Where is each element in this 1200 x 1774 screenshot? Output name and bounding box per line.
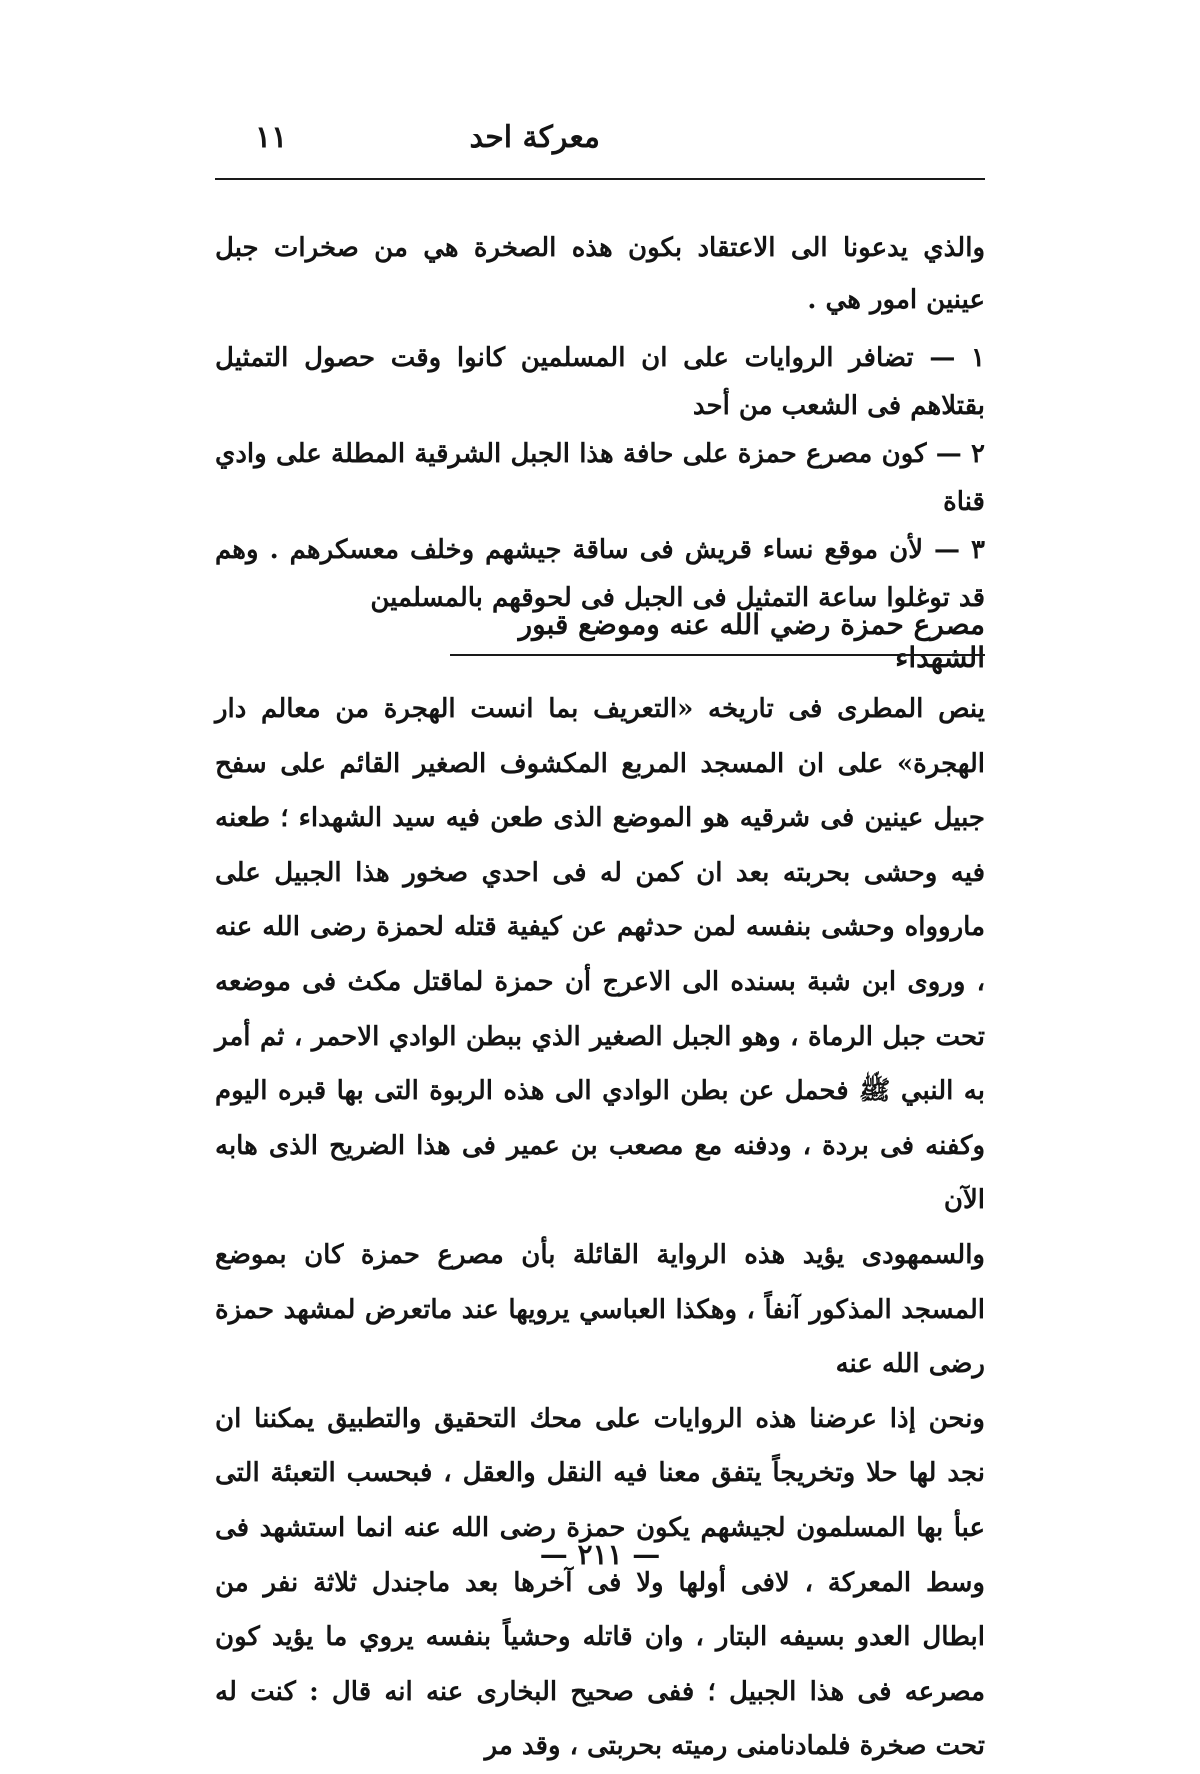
reason-item-1: ١ — تضافر الروايات على ان المسلمين كانوا وقت حصول التمثيل بقتلاهم فى الشعب من أحد [215, 343, 985, 421]
section-body [215, 682, 985, 1774]
section-heading-underline [450, 654, 985, 656]
body-paragraph: ونحن إذا عرضنا هذه الروايات على محك التحقيق والتطبيق يمكننا ان نجد لها حلا وتخريجاً يتفق معنا فيه النقل والعقل ، فبحسب التعبئة التى عبأ بها المسلمون لجيشهم يكون حمزة رضى الله عنه انما استشهد فى وسط المعركة ، لافى أولها ولا فى آخرها بعد ماجندل ثلاثة نفر من ابطال العدو بسيفه البتار ، وان قاتله وحشياً بنفسه يروي ما يؤيد كون مصرعه فى هذا الجبيل ؛ ففى صحيح البخارى عنه انه قال : كنت له تحت صخرة فلمادنامنى رميته بحربتى ، وقد مر [215, 1403, 985, 1762]
header-rule [215, 178, 985, 180]
body-paragraph: والسمهودى يؤيد هذه الرواية القائلة بأن مصرع حمزة كان بموضع المسجد المذكور آنفاً ، وهكذا العباسي يرويها عند ماتعرض لمشهد حمزة رضى الله عنه [215, 1239, 985, 1380]
running-title: معركة احد [469, 120, 600, 155]
running-header [210, 112, 990, 172]
page-number: — ٢١١ — [539, 1538, 661, 1571]
chapter-number: ١١ [255, 120, 288, 155]
section-heading: مصرع حمزة رضي الله عنه وموضع قبور الشهداء [518, 608, 985, 674]
intro-text: والذي يدعونا الى الاعتقاد بكون هذه الصخرة هي من صخرات جبل عينين امور هي . [215, 233, 985, 315]
intro-paragraph [215, 222, 985, 326]
reason-item-2: ٢ — كون مصرع حمزة على حافة هذا الجبل الشرقية المطلة على وادي قناة [215, 439, 985, 517]
body-paragraph: ينص المطرى فى تاريخه «التعريف بما انست الهجرة من معالم دار الهجرة» على ان المسجد المربع المكشوف الصغير القائم على سفح جبيل عينين فى شرقيه هو الموضع الذى طعن فيه سيد الشهداء ؛ طعنه فيه وحشى بحربته بعد ان كمن له فى احدي صخور هذا الجبيل على ماروواه وحشى بنفسه لمن حدثهم عن كيفية قتله لحمزة رضى الله عنه ، وروى ابن شبة بسنده الى الاعرج أن حمزة لماقتل مكث فى موضعه تحت جبل الرماة ، وهو الجبل الصغير الذي ببطن الوادي الاحمر ، ثم أمر به النبي ﷺ فحمل عن بطن الوادي الى هذه الربوة التى بها قبره اليوم وكفنه فى بردة ، ودفنه مع مصعب بن عمير فى هذا الضريح الذى هابه الآن [215, 694, 985, 1216]
reason-item-3: ٣ — لأن موقع نساء قريش فى ساقة جيشهم وخلف معسكرهم . وهم قد توغلوا ساعة التمثيل فى الجبل فى لحوقهم بالمسلمين [215, 535, 985, 613]
reasons-list [215, 334, 985, 622]
